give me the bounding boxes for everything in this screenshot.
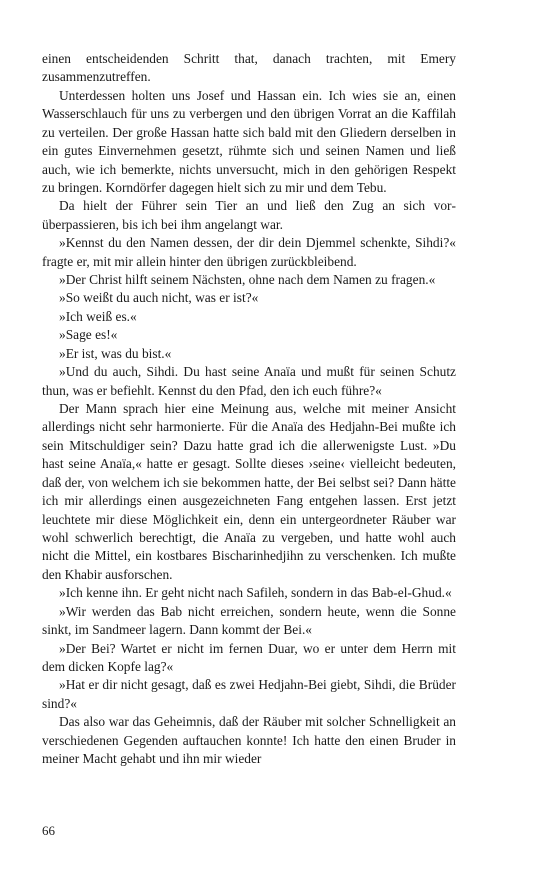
- paragraph: »Der Christ hilft seinem Nächsten, ohne nach dem Namen zu fragen.«: [59, 272, 436, 288]
- paragraph: »Er ist, was du bist.«: [59, 345, 172, 361]
- paragraph: »Sage es!«: [59, 327, 118, 343]
- paragraph: »Ich kenne ihn. Er geht nicht nach Safileh, sondern in das Bab-el-Ghud.«: [59, 585, 452, 601]
- paragraph: »Hat er dir nicht gesagt, daß es zwei Hedjahn-Bei giebt, Sihdi, die Brüder sind?«: [42, 677, 456, 711]
- paragraph: »Wir werden das Bab nicht erreichen, sondern heute, wenn die Sonne sinkt, im Sandmeer lagern. Dann kommt der Bei.«: [42, 603, 456, 638]
- paragraph: »Der Bei? Wartet er nicht im fernen Duar, wo er unter dem Herrn mit dem dicken Kopfe lag?«: [42, 640, 456, 674]
- paragraph: Da hielt der Führer sein Tier an und ließ den Zug an sich vorüberpassieren, bis ich bei ihm angelangt war.: [42, 198, 456, 232]
- page-text-block: [42, 50, 456, 768]
- paragraph: »Kennst du den Namen dessen, der dir dein Djemmel schenkte, Sihdi?« fragte er, mit mir allein hinter den übrigen zurückbleibend.: [42, 235, 456, 269]
- page-number: 66: [42, 823, 55, 838]
- paragraph: »Und du auch, Sihdi. Du hast seine Anaïa und mußt für seinen Schutz thun, was er befiehlt. Kennst du den Pfad, den ich euch führe?«: [42, 364, 456, 398]
- paragraph: Der Mann sprach hier eine Meinung aus, welche mit meiner Ansicht allerdings nicht sehr harmonierte. Für die Anaïa des Hedjahn-Bei mußte ich sein Mitschuldiger sein? Dazu hatte grad ich die allerwenigste Lust. »Du hast seine Anaïa,« hatte er gesagt. Sollte dieses ›seine‹ vielleicht bedeuten, daß der, von welchem ich sie bekommen hatte, der Bei selbst sei? Dann hätte ich mir allerdings einen ausgezeichneten Fang entgehen lassen. Erst jetzt leuchtete mir diese Möglichkeit ein, denn ein untergeordneter Räuber war wohl schwerlich berechtigt, die Anaïa zu vergeben, und hatte wohl auch nicht die Mittel, ein kostbares Bischarinhedjihn zu verschenken. Ich mußte den Khabir ausforschen.: [42, 401, 456, 582]
- paragraph: Das also war das Geheimnis, daß der Räuber mit solcher Schnelligkeit an verschiedenen Gegenden auftauchen konnte! Ich hatte den einen Bruder in meiner Macht gehabt und ihn mir wieder: [42, 714, 456, 767]
- paragraph: Unterdessen holten uns Josef und Hassan ein. Ich wies sie an, einen Wasserschlauch für uns zu verbergen und den übrigen Vorrat an die Kaffilah zu verteilen. Der große Hassan hatte sich bald mit den Gliedern derselben in ein gutes Einvernehmen gesetzt, rühmte sich und seinen Namen und ließ auch, wie ich bemerkte, nichts unversucht, mich in den gehörigen Respekt zu bringen. Korndörfer dagegen hielt sich zu mir und dem Tebu.: [42, 87, 456, 195]
- paragraph: »Ich weiß es.«: [59, 308, 137, 324]
- paragraph: »So weißt du auch nicht, was er ist?«: [59, 290, 259, 306]
- paragraph: einen entscheidenden Schritt that, danach trachten, mit Emery zusammenzutreffen.: [42, 51, 456, 85]
